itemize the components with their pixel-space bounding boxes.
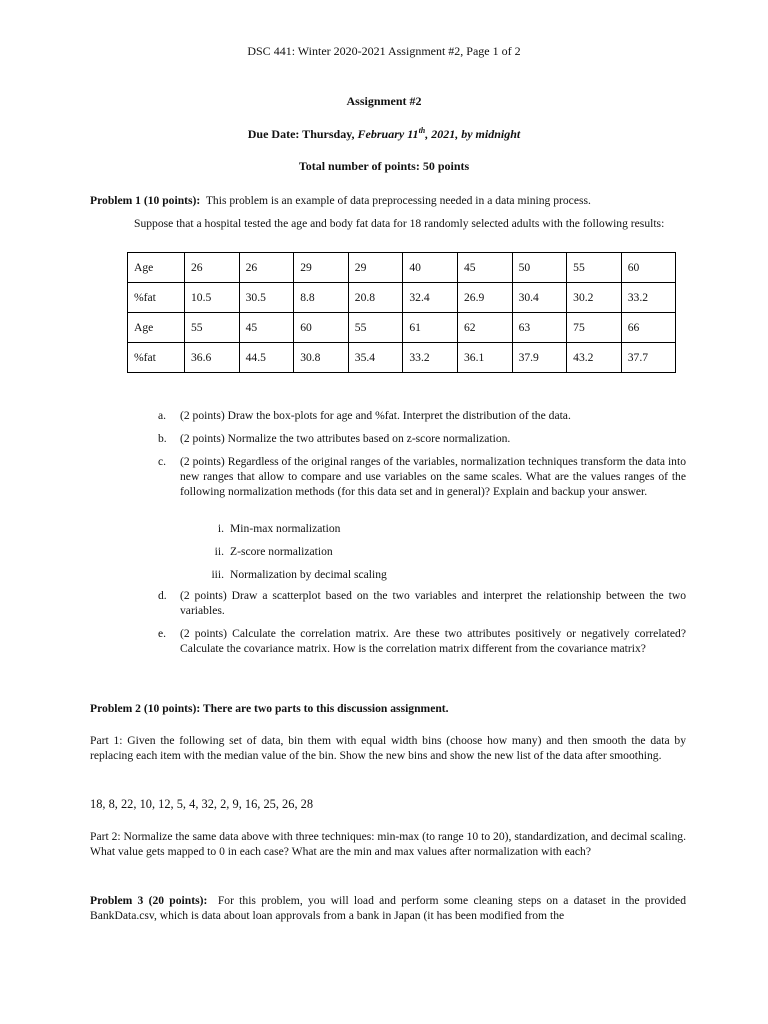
problem1-item-b — [158, 431, 686, 446]
item-label: a. — [158, 409, 167, 422]
due-date-superscript: th — [418, 126, 426, 135]
problem1-heading: Problem 1 (10 points): — [90, 194, 201, 207]
table-cell: 55 — [348, 313, 403, 343]
item-label: b. — [158, 432, 167, 445]
table-row — [128, 283, 676, 313]
problem1-setup: Suppose that a hospital tested the age and body fat data for 18 randomly selected adults with the following results: — [134, 217, 665, 230]
table-cell: 37.7 — [621, 343, 676, 373]
problem1-item-a — [158, 408, 686, 423]
table-row — [128, 313, 676, 343]
table-cell: 61 — [403, 313, 458, 343]
table-cell: 10.5 — [185, 283, 240, 313]
table-cell: 45 — [457, 253, 512, 283]
table-cell: 50 — [512, 253, 567, 283]
table-cell: 26.9 — [457, 283, 512, 313]
table-cell: 60 — [621, 253, 676, 283]
due-date-prefix: Due Date: Thursday, — [247, 127, 358, 141]
table-cell: 26 — [239, 253, 294, 283]
due-date — [0, 127, 768, 142]
table-cell: 33.2 — [403, 343, 458, 373]
problem1-intro: This problem is an example of data preprocessing needed in a data mining process. — [205, 194, 591, 207]
table-row-header: Age — [128, 253, 185, 283]
item-label: e. — [158, 627, 167, 640]
problem2-heading: Problem 2 (10 points): There are two parts to this discussion assignment. — [90, 702, 449, 715]
table-cell: 75 — [567, 313, 622, 343]
problem3-text: For this problem, you will load and perform some cleaning steps on a dataset in the provided BankData.csv, which is data about loan approvals from a bank in Japan (it has been modified from the — [90, 894, 686, 922]
age-fat-table — [127, 252, 676, 373]
problem1-item-d — [158, 588, 686, 618]
table-row-header: %fat — [128, 343, 185, 373]
problem3-heading: Problem 3 (20 points): — [90, 894, 208, 907]
assignment-title: Assignment #2 — [346, 94, 422, 108]
table-cell: 30.4 — [512, 283, 567, 313]
table-cell: 8.8 — [294, 283, 349, 313]
table-row — [128, 253, 676, 283]
item-text: (2 points) Calculate the correlation matrix. Are these two attributes positively or negatively correlated? Calculate the covariance matrix. How is the correlation matrix different from the covariance matrix? — [180, 627, 686, 655]
page-header: DSC 441: Winter 2020-2021 Assignment #2, Page 1 of 2 — [247, 44, 521, 58]
item-label: d. — [158, 589, 167, 602]
item-text: (2 points) Draw a scatterplot based on the two variables and interpret the relationship between the two variables. — [180, 589, 686, 617]
table-cell: 43.2 — [567, 343, 622, 373]
problem2-part1: Part 1: Given the following set of data, bin them with equal width bins (choose how many) and then smooth the data by replacing each item with the median value of the bin. Show the new bins and show the new list of the data after smoothing. — [90, 734, 686, 762]
subitem-text: Normalization by decimal scaling — [230, 568, 387, 581]
subitem-label: i. — [217, 522, 224, 535]
table-cell: 37.9 — [512, 343, 567, 373]
subitem-text: Min-max normalization — [230, 522, 341, 535]
subitem-z-score — [196, 544, 333, 559]
table-cell: 29 — [294, 253, 349, 283]
subitem-min-max — [196, 521, 340, 536]
table-cell: 40 — [403, 253, 458, 283]
table-row — [128, 343, 676, 373]
item-text: (2 points) Draw the box-plots for age and %fat. Interpret the distribution of the data. — [180, 409, 571, 422]
table-cell: 26 — [185, 253, 240, 283]
table-cell: 45 — [239, 313, 294, 343]
problem2-part2: Part 2: Normalize the same data above with three techniques: min-max (to range 10 to 20), standardization, and decimal scaling. What value gets mapped to 0 in each case? What are the min and max values after normalization with each? — [90, 830, 686, 858]
table-row-header: %fat — [128, 283, 185, 313]
item-label: c. — [158, 455, 167, 468]
table-cell: 29 — [348, 253, 403, 283]
table-cell: 66 — [621, 313, 676, 343]
problem1-item-c — [158, 454, 686, 499]
table-cell: 30.8 — [294, 343, 349, 373]
table-cell: 44.5 — [239, 343, 294, 373]
table-cell: 33.2 — [621, 283, 676, 313]
table-cell: 63 — [512, 313, 567, 343]
due-date-month-day: February 11 — [357, 127, 419, 141]
subitem-label: iii. — [211, 568, 224, 581]
subitem-label: ii. — [214, 545, 224, 558]
table-cell: 60 — [294, 313, 349, 343]
subitem-text: Z-score normalization — [230, 545, 333, 558]
item-text: (2 points) Regardless of the original ranges of the variables, normalization techniques transform the data into new ranges that allow to compare and use variables on the same scales. What are the values ranges of the following normalization methods (for this data set and in general)? Explain and backup your answer. — [180, 455, 686, 498]
table-cell: 32.4 — [403, 283, 458, 313]
table-cell: 20.8 — [348, 283, 403, 313]
table-cell: 35.4 — [348, 343, 403, 373]
item-text: (2 points) Normalize the two attributes based on z-score normalization. — [180, 432, 511, 445]
problem1-intro-line — [90, 193, 686, 208]
table-cell: 30.5 — [239, 283, 294, 313]
subitem-decimal-scaling — [196, 567, 387, 582]
table-cell: 55 — [185, 313, 240, 343]
table-cell: 55 — [567, 253, 622, 283]
problem3-paragraph — [90, 893, 686, 923]
table-cell: 36.6 — [185, 343, 240, 373]
table-cell: 36.1 — [457, 343, 512, 373]
problem1-item-e — [158, 626, 686, 656]
problem2-numbers: 18, 8, 22, 10, 12, 5, 4, 32, 2, 9, 16, 25, 26, 28 — [90, 797, 314, 811]
table-cell: 30.2 — [567, 283, 622, 313]
table-row-header: Age — [128, 313, 185, 343]
total-points: Total number of points: 50 points — [298, 159, 470, 173]
due-date-rest: , 2021, by midnight — [425, 127, 521, 141]
table-cell: 62 — [457, 313, 512, 343]
